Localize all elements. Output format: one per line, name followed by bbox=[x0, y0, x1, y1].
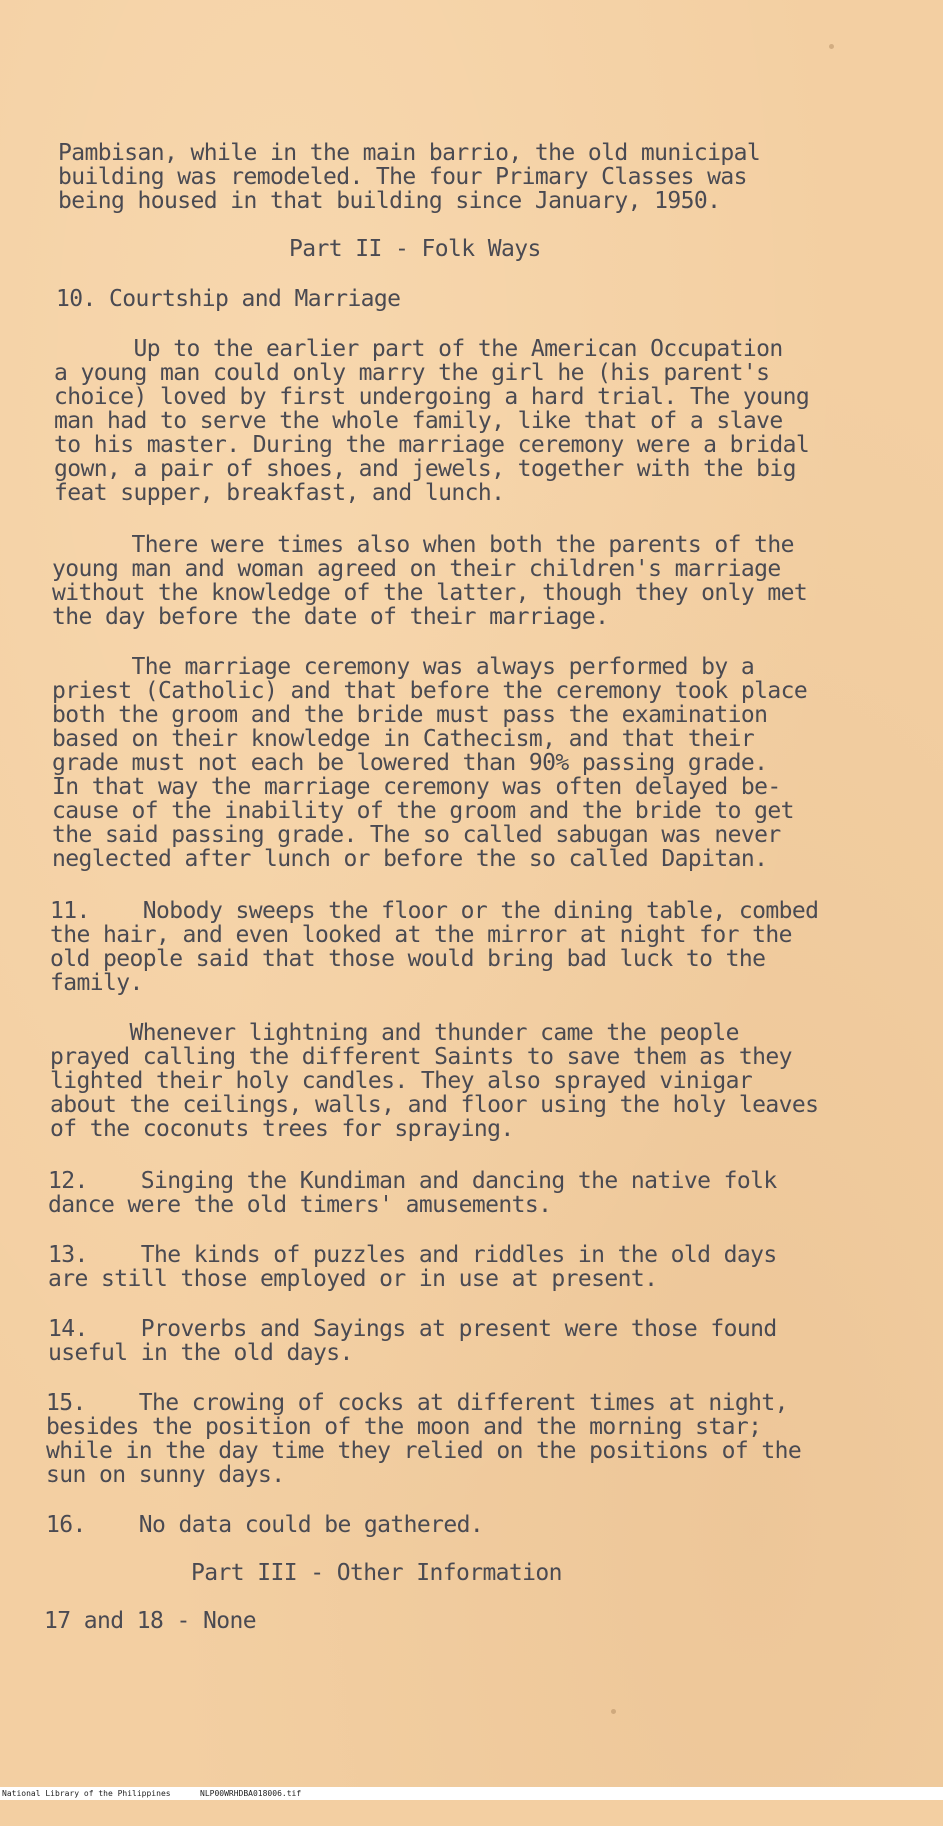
text-line: man had to serve the whole family, like that of a slave bbox=[54, 408, 783, 434]
text-line: building was remodeled. The four Primary Classes was bbox=[58, 164, 747, 190]
text-line: gown, a pair of shoes, and jewels, together with the big bbox=[54, 456, 796, 482]
text-line: 13. The kinds of puzzles and riddles in the old days bbox=[48, 1242, 777, 1268]
text-line: lighted their holy candles. They also sprayed vinigar bbox=[50, 1068, 753, 1094]
text-line: dance were the old timers' amusements. bbox=[48, 1192, 552, 1218]
text-line: of the coconuts trees for spraying. bbox=[50, 1116, 514, 1142]
text-line: Whenever lightning and thunder came the people bbox=[50, 1020, 739, 1046]
text-line: the said passing grade. The so called sabugan was never bbox=[52, 822, 781, 848]
text-line: a young man could only marry the girl he (his parent's bbox=[54, 360, 770, 386]
paragraph-16: 16. No data could be gathered. bbox=[46, 1512, 484, 1538]
text-line: to his master. During the marriage ceremony were a bridal bbox=[54, 432, 810, 458]
text-line: grade must not each be lowered than 90% passing grade. bbox=[52, 750, 768, 776]
scan-footer bbox=[0, 1787, 943, 1800]
footer-institution: National Library of the Philippines bbox=[2, 1789, 171, 1798]
footer-filename: NLP00WRHDBA018006.tif bbox=[200, 1789, 302, 1798]
text-line: neglected after lunch or before the so called Dapitan. bbox=[52, 846, 768, 872]
text-line: while in the day time they relied on the positions of the bbox=[46, 1438, 802, 1464]
text-line: about the ceilings, walls, and floor using the holy leaves bbox=[50, 1092, 819, 1118]
text-line: Up to the earlier part of the American Occupation bbox=[54, 336, 783, 362]
text-line: priest (Catholic) and that before the ceremony took place bbox=[52, 678, 808, 704]
text-line: both the groom and the bride must pass the examination bbox=[52, 702, 768, 728]
text-line: sun on sunny days. bbox=[46, 1462, 285, 1488]
paper-speck bbox=[611, 1709, 616, 1714]
text-line: In that way the marriage ceremony was often delayed be- bbox=[52, 774, 781, 800]
text-line: being housed in that building since January, 1950. bbox=[58, 188, 721, 214]
text-line: Pambisan, while in the main barrio, the old municipal bbox=[58, 140, 761, 166]
text-line: 11. Nobody sweeps the floor or the dining table, combed bbox=[50, 898, 819, 924]
part3-heading: Part III - Other Information bbox=[191, 1560, 562, 1586]
section10-heading: 10. Courtship and Marriage bbox=[56, 286, 401, 312]
text-line: 14. Proverbs and Sayings at present were those found bbox=[48, 1316, 777, 1342]
text-line: young man and woman agreed on their children's marriage bbox=[52, 556, 781, 582]
text-line: 15. The crowing of cocks at different times at night, bbox=[46, 1390, 788, 1416]
text-line: are still those employed or in use at present. bbox=[48, 1266, 658, 1292]
text-line: besides the position of the moon and the morning star; bbox=[46, 1414, 762, 1440]
text-line: feat supper, breakfast, and lunch. bbox=[54, 480, 505, 506]
text-line: 12. Singing the Kundiman and dancing the native folk bbox=[48, 1168, 777, 1194]
text-line: based on their knowledge in Cathecism, and that their bbox=[52, 726, 755, 752]
text-line: There were times also when both the parents of the bbox=[52, 532, 794, 558]
text-line: useful in the old days. bbox=[48, 1340, 353, 1366]
text-line: without the knowledge of the latter, though they only met bbox=[52, 580, 808, 606]
part2-heading: Part II - Folk Ways bbox=[289, 236, 541, 262]
text-line: The marriage ceremony was always performed by a bbox=[52, 654, 755, 680]
text-line: prayed calling the different Saints to save them as they bbox=[50, 1044, 792, 1070]
text-line: family. bbox=[50, 970, 143, 996]
text-line: the day before the date of their marriage. bbox=[52, 604, 609, 630]
text-line: the hair, and even looked at the mirror at night for the bbox=[50, 922, 792, 948]
paragraph-17-18: 17 and 18 - None bbox=[44, 1608, 256, 1634]
paper-speck bbox=[829, 44, 834, 49]
text-line: old people said that those would bring bad luck to the bbox=[50, 946, 766, 972]
text-line: cause of the inability of the groom and the bride to get bbox=[52, 798, 794, 824]
text-line: choice) loved by first undergoing a hard trial. The young bbox=[54, 384, 810, 410]
